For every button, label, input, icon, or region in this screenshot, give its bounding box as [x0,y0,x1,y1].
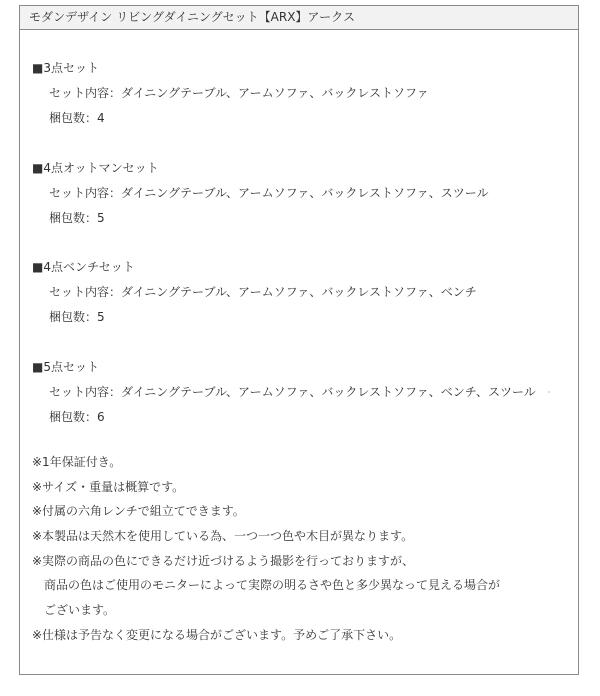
set-item [32,255,562,355]
note-color-cont-end: ございます。 [44,603,116,618]
set-item [32,355,562,455]
note-color-cont: 商品の色はご使用のモニターによって実際の明るさや色と多少異なって見える場合が [44,578,501,593]
note-color: ※実際の商品の色にできるだけ近づけるよう撮影を行っておりますが、 [32,553,415,568]
set-box-count: 梱包数：5 [49,210,105,225]
set-box-count: 梱包数：4 [49,111,105,125]
spec-panel [19,5,579,675]
note-assembly: ※付属の六角レンチで組立てできます。 [32,504,245,519]
panel-title: モダンデザイン リビングダイニングセット【ARX】アークス [20,6,578,30]
note-size-weight: ※サイズ・重量は概算です。 [32,479,185,494]
set-name: ■3点セット [32,61,99,75]
set-item [32,156,562,256]
set-box-count: 梱包数：5 [49,310,105,324]
set-name: ■4点ベンチセット [32,260,135,274]
set-box-count: 梱包数：6 [49,409,105,424]
note-warranty: ※1年保証付き。 [32,455,122,469]
note-natural-wood: ※本製品は天然木を使用している為、一つ一つ色や木目が異なります。 [32,529,414,544]
set-contents: セット内容：ダイニングテーブル、アームソファ、バックレストソファ、スツール [49,185,489,200]
set-name: ■5点セット [32,359,99,374]
set-list [32,56,562,454]
set-name: ■4点オットマンセット [32,160,159,175]
notes-list [32,450,567,648]
set-contents-row [32,380,562,405]
note-spec-change: ※仕様は予告なく変更になる場合がございます。予めご了承下さい。 [32,627,402,642]
set-contents: セット内容：ダイニングテーブル、アームソファ、バックレストソファ [49,86,429,100]
set-contents: セット内容：ダイニングテーブル、アームソファ、バックレストソファ、ベンチ、スツール [49,384,536,399]
set-contents: セット内容：ダイニングテーブル、アームソファ、バックレストソファ、ベンチ [49,285,477,299]
stray-dot [548,391,550,393]
set-item [32,56,562,156]
